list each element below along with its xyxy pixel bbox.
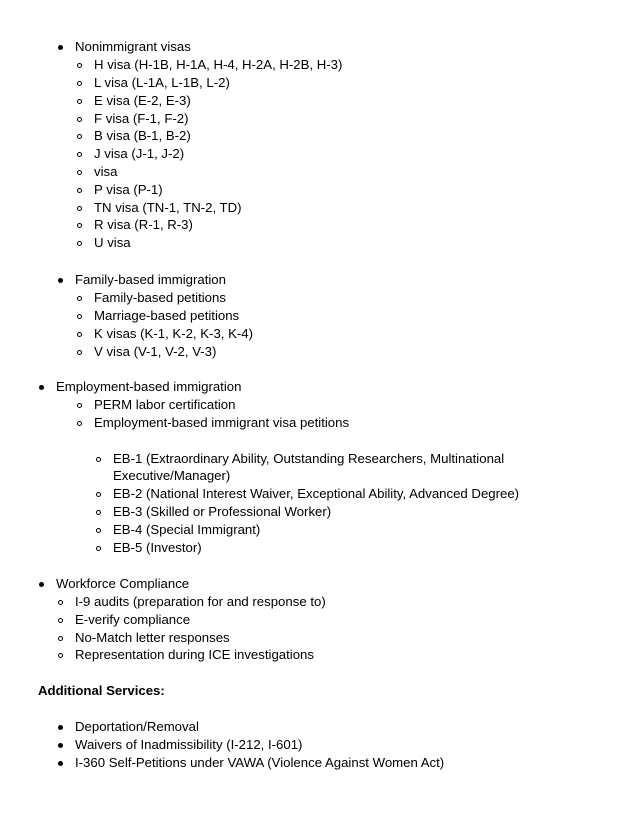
- list-item-continuation: Executive/Manager): [113, 468, 231, 483]
- list-item: visa: [94, 164, 118, 179]
- bullet-icon: [58, 45, 63, 50]
- bullet-icon: [58, 743, 63, 748]
- list-item: Family-based petitions: [94, 290, 226, 305]
- sub-bullet-icon: [77, 99, 82, 104]
- list-item: J visa (J-1, J-2): [94, 146, 185, 161]
- list-item: I-360 Self-Petitions under VAWA (Violence Against Women Act): [75, 755, 445, 770]
- section-title-nonimmigrant: Nonimmigrant visas: [75, 39, 191, 54]
- list-item: R visa (R-1, R-3): [94, 217, 193, 232]
- sub-bullet-icon: [96, 457, 101, 462]
- section-title-workforce: Workforce Compliance: [56, 576, 190, 591]
- bullet-icon: [39, 582, 44, 587]
- list-item: Representation during ICE investigations: [75, 647, 314, 662]
- additional-services-heading: Additional Services:: [38, 683, 165, 698]
- section-title-family: Family-based immigration: [75, 272, 226, 287]
- list-item: EB-1 (Extraordinary Ability, Outstanding Researchers, Multinational: [113, 451, 505, 466]
- sub-bullet-icon: [77, 296, 82, 301]
- list-item: EB-2 (National Interest Waiver, Exceptional Ability, Advanced Degree): [113, 486, 520, 501]
- section-title-employment: Employment-based immigration: [56, 379, 242, 394]
- list-item: E visa (E-2, E-3): [94, 93, 191, 108]
- sub-bullet-icon: [77, 332, 82, 337]
- list-item: L visa (L-1A, L-1B, L-2): [94, 75, 230, 90]
- sub-bullet-icon: [77, 81, 82, 86]
- sub-bullet-icon: [96, 492, 101, 497]
- list-item: Employment-based immigrant visa petitions: [94, 415, 350, 430]
- list-item: Waivers of Inadmissibility (I-212, I-601): [75, 737, 303, 752]
- sub-bullet-icon: [77, 152, 82, 157]
- list-item: PERM labor certification: [94, 397, 236, 412]
- sub-bullet-icon: [96, 528, 101, 533]
- list-item: TN visa (TN-1, TN-2, TD): [94, 200, 242, 215]
- sub-bullet-icon: [77, 63, 82, 68]
- sub-bullet-icon: [96, 546, 101, 551]
- list-item: I-9 audits (preparation for and response to): [75, 594, 326, 609]
- sub-bullet-icon: [77, 206, 82, 211]
- sub-bullet-icon: [77, 117, 82, 122]
- bullet-icon: [58, 278, 63, 283]
- sub-bullet-icon: [96, 510, 101, 515]
- list-item: Marriage-based petitions: [94, 308, 240, 323]
- sub-bullet-icon: [77, 241, 82, 246]
- list-item: No-Match letter responses: [75, 630, 230, 645]
- bullet-icon: [39, 385, 44, 390]
- list-item: U visa: [94, 235, 131, 250]
- sub-bullet-icon: [77, 403, 82, 408]
- sub-bullet-icon: [77, 314, 82, 319]
- sub-bullet-icon: [58, 653, 63, 658]
- bullet-icon: [58, 761, 63, 766]
- bullet-icon: [58, 725, 63, 730]
- sub-bullet-icon: [77, 350, 82, 355]
- sub-bullet-icon: [77, 188, 82, 193]
- sub-bullet-icon: [58, 600, 63, 605]
- list-item: K visas (K-1, K-2, K-3, K-4): [94, 326, 254, 341]
- list-item: EB-4 (Special Immigrant): [113, 522, 261, 537]
- list-item: B visa (B-1, B-2): [94, 128, 191, 143]
- sub-bullet-icon: [77, 421, 82, 426]
- sub-bullet-icon: [77, 223, 82, 228]
- list-item: F visa (F-1, F-2): [94, 111, 189, 126]
- list-item: EB-5 (Investor): [113, 540, 202, 555]
- list-item: Deportation/Removal: [75, 719, 199, 734]
- sub-bullet-icon: [77, 170, 82, 175]
- list-item: P visa (P-1): [94, 182, 163, 197]
- sub-bullet-icon: [77, 134, 82, 139]
- list-item: EB-3 (Skilled or Professional Worker): [113, 504, 332, 519]
- list-item: V visa (V-1, V-2, V-3): [94, 344, 217, 359]
- sub-bullet-icon: [58, 636, 63, 641]
- sub-bullet-icon: [58, 618, 63, 623]
- list-item: E-verify compliance: [75, 612, 191, 627]
- list-item: H visa (H-1B, H-1A, H-4, H-2A, H-2B, H-3): [94, 57, 343, 72]
